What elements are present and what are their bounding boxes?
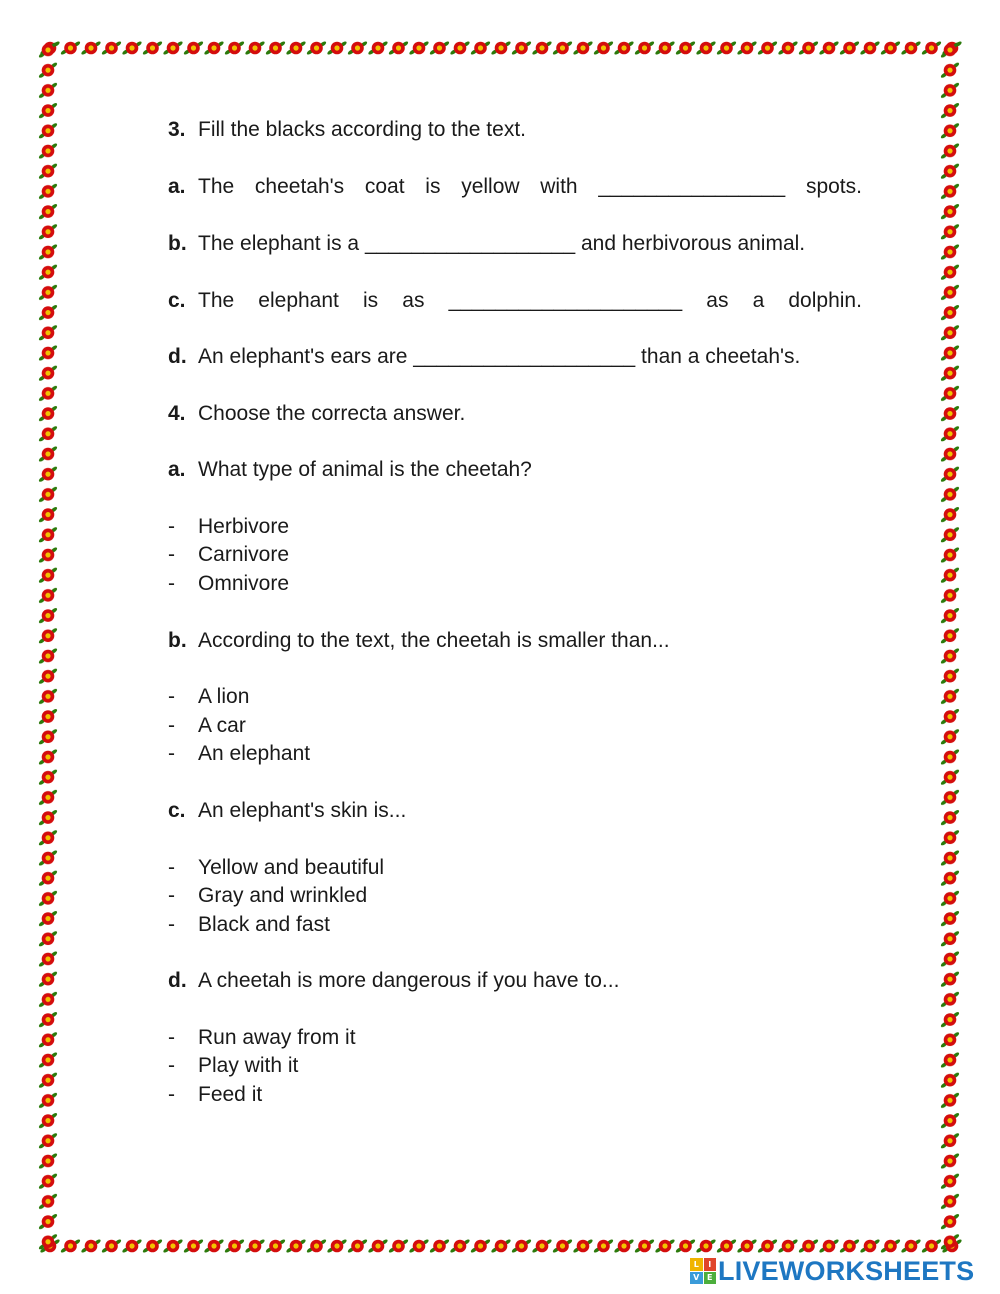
word: with [540,175,578,198]
answer-option[interactable] [168,1052,862,1080]
question-text: According to the text, the cheetah is smaller than... [198,629,670,652]
option-label[interactable]: Carnivore [198,543,290,566]
logo-letter: L [690,1258,703,1271]
answer-option[interactable] [168,911,862,939]
section-number: 3. [168,118,186,141]
fill-blank-sentence[interactable]: The elephant is a __________________ and herbivorous animal. [198,232,806,255]
word: elephant [258,289,339,312]
item-letter: c. [168,289,186,312]
option-label[interactable]: Omnivore [198,572,290,595]
logo-letter: E [704,1272,717,1285]
option-label[interactable]: An elephant [198,742,311,765]
option-dash: - [168,572,175,595]
word: as [706,289,729,312]
option-dash: - [168,742,175,765]
option-dash: - [168,685,175,708]
option-dash: - [168,1054,175,1077]
word: a [752,289,765,312]
question-text: What type of animal is the cheetah? [198,458,532,481]
flower-border-top [40,38,962,58]
question-c [168,797,862,825]
option-dash: - [168,515,175,538]
section-4-heading [168,400,862,428]
item-letter: a. [168,458,186,481]
item-letter: d. [168,969,187,992]
answer-option[interactable] [168,541,862,569]
word: cheetah's [254,175,345,198]
liveworksheets-logo-text: LIVEWORKSHEETS [718,1255,975,1286]
option-label[interactable]: Play with it [198,1054,299,1077]
option-dash: - [168,1083,175,1106]
logo-letter: V [690,1272,703,1285]
liveworksheets-logo[interactable] [690,1254,990,1288]
answer-option[interactable] [168,1024,862,1052]
answer-blank[interactable]: ____________________ [448,289,683,312]
question-a [168,456,862,484]
option-dash: - [168,714,175,737]
answer-option[interactable] [168,712,862,740]
fill-blank-sentence [198,287,862,315]
option-label[interactable]: Yellow and beautiful [198,856,385,879]
option-dash: - [168,1026,175,1049]
fill-blank-sentence [198,173,862,201]
item-letter: b. [168,232,187,255]
answer-option[interactable] [168,513,862,541]
question-text: A cheetah is more dangerous if you have to... [198,969,620,992]
answer-option[interactable] [168,882,862,910]
option-label[interactable]: Run away from it [198,1026,356,1049]
option-dash: - [168,856,175,879]
answer-option[interactable] [168,570,862,598]
flower-border-left [38,40,58,1254]
item-letter: a. [168,175,186,198]
word: The [198,175,235,198]
fill-blank-item-b [168,230,862,258]
option-dash: - [168,543,175,566]
fill-blank-item-a [168,173,862,201]
flower-border-right [940,40,960,1254]
option-label[interactable]: Gray and wrinkled [198,884,368,907]
item-letter: c. [168,799,186,822]
section-number: 4. [168,402,186,425]
word: coat [364,175,405,198]
question-text: An elephant's skin is... [198,799,407,822]
word: as [402,289,425,312]
fill-blank-item-c [168,287,862,315]
answer-blank[interactable]: ________________ [598,175,786,198]
option-dash: - [168,884,175,907]
word: is [425,175,441,198]
question-b [168,627,862,655]
option-label[interactable]: Black and fast [198,913,330,936]
option-label[interactable]: Herbivore [198,515,290,538]
section-instruction: Fill the blacks according to the text. [198,118,526,141]
word: spots. [805,175,862,198]
fill-blank-item-d [168,343,862,371]
item-letter: d. [168,345,187,368]
option-label[interactable]: A car [198,714,246,737]
question-d [168,967,862,995]
option-label[interactable]: Feed it [198,1083,263,1106]
option-label[interactable]: A lion [198,685,250,708]
logo-letter: I [704,1258,717,1271]
answer-option[interactable] [168,683,862,711]
flower-border-bottom [40,1236,962,1256]
word: dolphin. [788,289,862,312]
answer-option[interactable] [168,740,862,768]
word: yellow [461,175,520,198]
option-dash: - [168,913,175,936]
liveworksheets-logo-icon [690,1258,716,1284]
word: The [198,289,235,312]
item-letter: b. [168,629,187,652]
fill-blank-sentence[interactable]: An elephant's ears are ___________________ than a cheetah's. [198,345,801,368]
section-3-heading [168,116,862,144]
answer-option[interactable] [168,1081,862,1109]
word: is [362,289,379,312]
section-instruction: Choose the correcta answer. [198,402,466,425]
answer-option[interactable] [168,854,862,882]
